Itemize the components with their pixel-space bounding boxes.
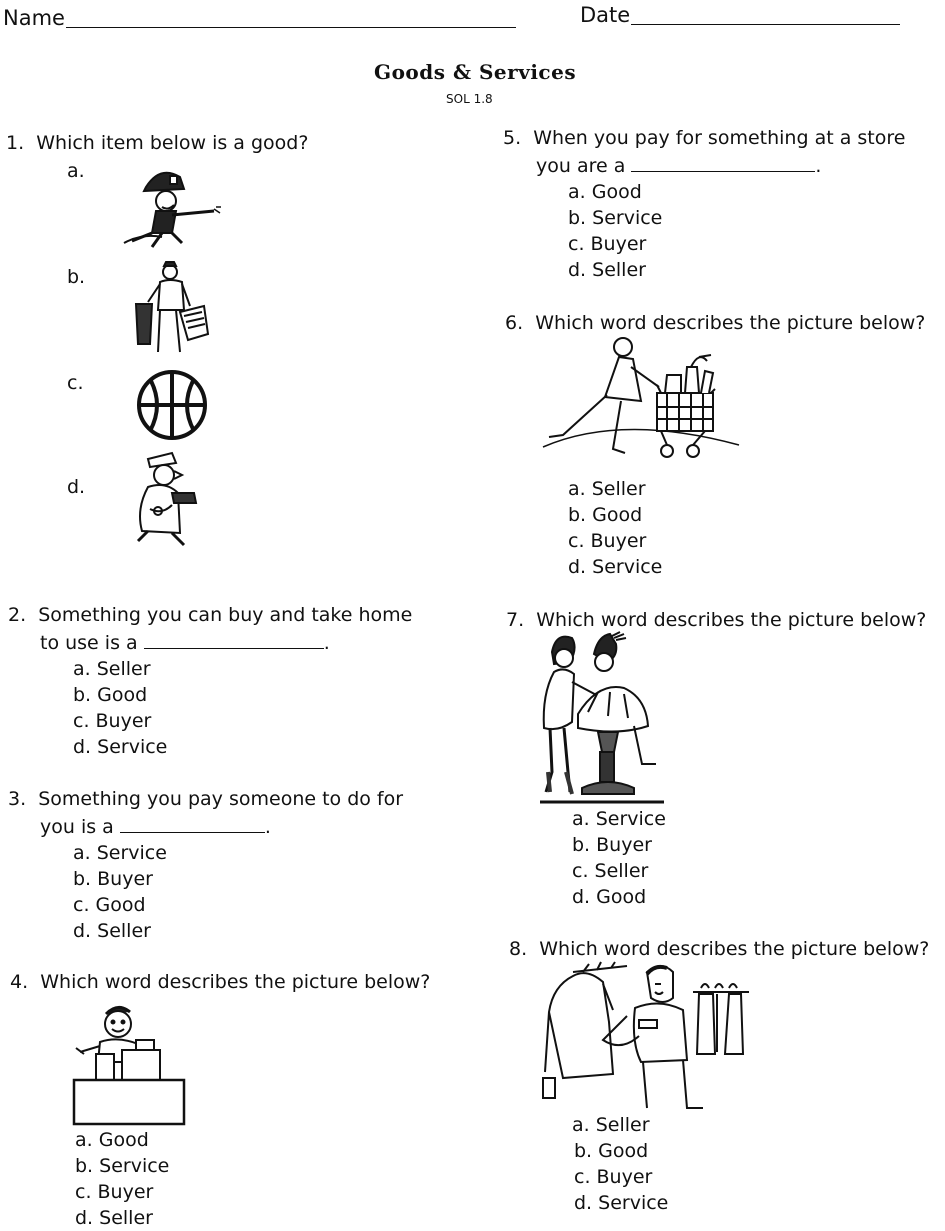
cashier-icon: [72, 1002, 186, 1126]
q1-option-c[interactable]: c.: [67, 372, 84, 394]
q2-answer-blank[interactable]: [144, 647, 324, 649]
name-label: Name: [3, 6, 65, 30]
q8-option-d[interactable]: d. Service: [574, 1192, 669, 1214]
firefighter-icon: [122, 163, 222, 248]
trash-collector-icon: [130, 262, 210, 354]
q2-option-d[interactable]: d. Service: [73, 736, 168, 758]
q3-option-c[interactable]: c. Good: [73, 894, 146, 916]
q7-option-b[interactable]: b. Buyer: [572, 834, 652, 856]
question-5-line2: you are a: [536, 155, 626, 177]
q6-option-c[interactable]: c. Buyer: [568, 530, 647, 552]
date-label: Date: [580, 3, 631, 27]
question-1-number: 1.: [6, 132, 25, 154]
page-subtitle: SOL 1.8: [446, 92, 493, 106]
q3-option-b[interactable]: b. Buyer: [73, 868, 153, 890]
q8-option-b[interactable]: b. Good: [574, 1140, 649, 1162]
q7-option-c[interactable]: c. Seller: [572, 860, 649, 882]
q5-option-d[interactable]: d. Seller: [568, 259, 646, 281]
question-2-line1: Something you can buy and take home: [38, 604, 413, 626]
shopper-cart-icon: [541, 337, 741, 461]
question-3-line1: Something you pay someone to do for: [38, 788, 404, 810]
question-7-text: Which word describes the picture below?: [536, 609, 927, 631]
question-7-number: 7.: [506, 609, 525, 631]
question-1-text: Which item below is a good?: [36, 132, 309, 154]
q6-option-a[interactable]: a. Seller: [568, 478, 646, 500]
question-2-number: 2.: [8, 604, 27, 626]
q4-option-b[interactable]: b. Service: [75, 1155, 170, 1177]
q2-option-b[interactable]: b. Good: [73, 684, 148, 706]
q6-option-b[interactable]: b. Good: [568, 504, 643, 526]
q4-option-a[interactable]: a. Good: [75, 1129, 149, 1151]
question-6-number: 6.: [505, 312, 524, 334]
question-8: [509, 938, 929, 960]
q1-option-b[interactable]: b.: [67, 266, 86, 288]
question-1: [6, 132, 308, 154]
clothing-clerk-icon: [543, 962, 749, 1112]
q5-option-c[interactable]: c. Buyer: [568, 233, 647, 255]
question-5-line1: When you pay for something at a store: [533, 127, 906, 149]
question-4-number: 4.: [10, 971, 29, 993]
question-4-text: Which word describes the picture below?: [40, 971, 431, 993]
question-6: [505, 312, 925, 334]
date-field[interactable]: [631, 24, 900, 25]
q8-option-c[interactable]: c. Buyer: [574, 1166, 653, 1188]
name-field[interactable]: [66, 27, 516, 28]
q8-option-a[interactable]: a. Seller: [572, 1114, 650, 1136]
question-3-number: 3.: [8, 788, 27, 810]
q4-option-d[interactable]: d. Seller: [75, 1207, 153, 1229]
question-7: [506, 609, 926, 631]
q7-option-a[interactable]: a. Service: [572, 808, 666, 830]
q2-option-c[interactable]: c. Buyer: [73, 710, 152, 732]
q3-answer-blank[interactable]: [120, 831, 265, 833]
hairdresser-icon: [538, 632, 666, 808]
q5-option-b[interactable]: b. Service: [568, 207, 663, 229]
q5-answer-blank[interactable]: [631, 170, 815, 172]
q1-option-a[interactable]: a.: [67, 160, 85, 182]
mail-carrier-icon: [128, 453, 204, 547]
q4-option-c[interactable]: c. Buyer: [75, 1181, 154, 1203]
q6-option-d[interactable]: d. Service: [568, 556, 663, 578]
q1-option-d[interactable]: d.: [67, 476, 86, 498]
question-3-line2: you is a: [40, 816, 114, 838]
question-2-line2-row: to use is a .: [40, 632, 330, 654]
basketball-icon: [136, 369, 208, 441]
page-title: Goods & Services: [374, 60, 577, 84]
question-5: [503, 127, 905, 149]
q3-option-d[interactable]: d. Seller: [73, 920, 151, 942]
question-8-text: Which word describes the picture below?: [539, 938, 930, 960]
q7-option-d[interactable]: d. Good: [572, 886, 647, 908]
question-6-text: Which word describes the picture below?: [535, 312, 926, 334]
question-4: [10, 971, 430, 993]
question-3-line2-row: you is a .: [40, 816, 271, 838]
question-2: [8, 604, 412, 626]
question-3: [8, 788, 403, 810]
q3-option-a[interactable]: a. Service: [73, 842, 167, 864]
q2-option-a[interactable]: a. Seller: [73, 658, 151, 680]
q5-option-a[interactable]: a. Good: [568, 181, 642, 203]
question-5-number: 5.: [503, 127, 522, 149]
question-2-line2: to use is a: [40, 632, 138, 654]
question-8-number: 8.: [509, 938, 528, 960]
question-5-line2-row: you are a .: [536, 155, 822, 177]
